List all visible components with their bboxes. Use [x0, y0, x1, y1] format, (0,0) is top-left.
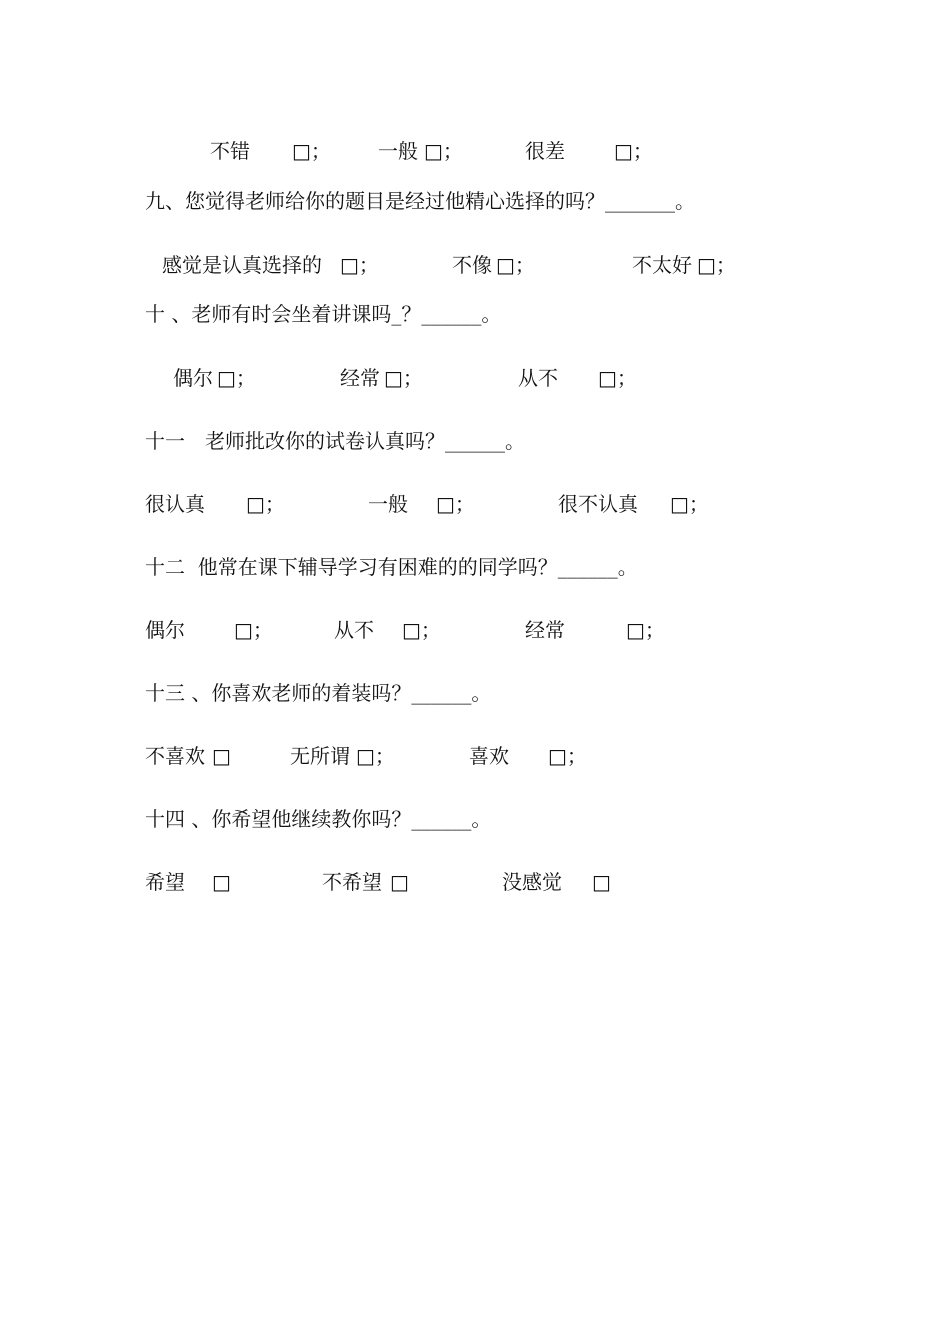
q13-option-2-checkbox[interactable]: □； — [356, 744, 395, 768]
q12-option-1-label: 偶尔 — [145, 618, 185, 642]
q11-option-1-checkbox[interactable]: □； — [246, 492, 285, 516]
q8-option-3-checkbox[interactable]: □； — [614, 139, 653, 163]
q9-option-2-label: 不像 — [452, 253, 492, 277]
q13-option-1-checkbox[interactable]: □ — [212, 744, 231, 768]
q10-option-3-label: 从不 — [518, 366, 558, 390]
q10-option-1-label: 偶尔 — [173, 366, 213, 390]
q11-option-1-label: 很认真 — [145, 492, 205, 516]
q12-option-3-checkbox[interactable]: □； — [626, 618, 665, 642]
q14-question: 十四 、你希望他继续教你吗？______。 — [145, 807, 492, 831]
q9-option-3-label: 不太好 — [632, 253, 692, 277]
q14-option-2-checkbox[interactable]: □ — [390, 870, 409, 894]
q13-option-3-checkbox[interactable]: □； — [548, 744, 587, 768]
q11-option-3-checkbox[interactable]: □； — [670, 492, 709, 516]
q8-option-2-checkbox[interactable]: □； — [424, 139, 463, 163]
q12-option-2-label: 从不 — [334, 618, 374, 642]
q14-option-2-label: 不希望 — [322, 870, 382, 894]
q13-option-1-label: 不喜欢 — [145, 744, 205, 768]
q14-option-3-checkbox[interactable]: □ — [592, 870, 611, 894]
q9-option-1-checkbox[interactable]: □； — [340, 253, 379, 277]
q14-option-3-label: 没感觉 — [502, 870, 562, 894]
q11-option-3-label: 很不认真 — [558, 492, 638, 516]
q10-question: 十 、老师有时会坐着讲课吗_？______。 — [145, 302, 502, 326]
q11-question: 十一 老师批改你的试卷认真吗？______。 — [145, 429, 525, 453]
q9-option-2-checkbox[interactable]: □； — [496, 253, 535, 277]
q12-question: 十二 他常在课下辅导学习有困难的的同学吗？______。 — [145, 555, 638, 579]
q12-option-2-checkbox[interactable]: □； — [402, 618, 441, 642]
q14-option-1-label: 希望 — [145, 870, 185, 894]
q10-option-2-checkbox[interactable]: □； — [384, 366, 423, 390]
q10-option-1-checkbox[interactable]: □； — [217, 366, 256, 390]
q13-option-3-label: 喜欢 — [469, 744, 509, 768]
q11-option-2-label: 一般 — [368, 492, 408, 516]
q10-option-3-checkbox[interactable]: □； — [598, 366, 637, 390]
q8-option-1-checkbox[interactable]: □； — [292, 139, 331, 163]
q14-option-1-checkbox[interactable]: □ — [212, 870, 231, 894]
q9-question: 九、您觉得老师给你的题目是经过他精心选择的吗？_______。 — [145, 189, 695, 213]
q10-option-2-label: 经常 — [340, 366, 380, 390]
q11-option-2-checkbox[interactable]: □； — [436, 492, 475, 516]
q8-option-1-label: 不错 — [210, 139, 250, 163]
q12-option-3-label: 经常 — [525, 618, 565, 642]
q13-option-2-label: 无所谓 — [290, 744, 350, 768]
q8-option-3-label: 很差 — [525, 139, 565, 163]
q12-option-1-checkbox[interactable]: □； — [234, 618, 273, 642]
q8-option-2-label: 一般 — [378, 139, 418, 163]
q9-option-1-label: 感觉是认真选择的 — [162, 253, 322, 277]
q9-option-3-checkbox[interactable]: □； — [697, 253, 736, 277]
q13-question: 十三 、你喜欢老师的着装吗？______。 — [145, 681, 492, 705]
